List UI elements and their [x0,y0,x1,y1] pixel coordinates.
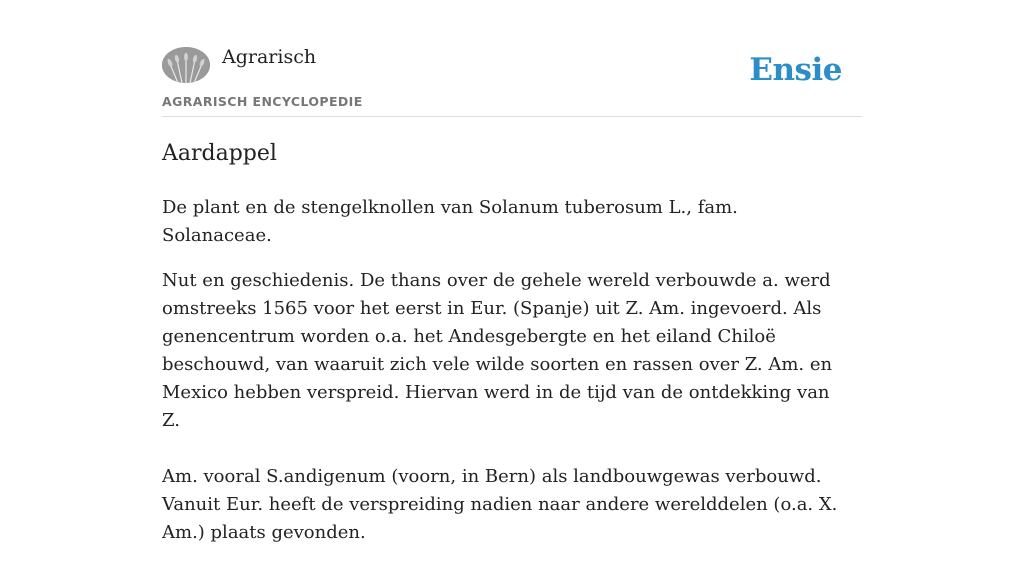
source-name-link[interactable]: Agrarisch [222,46,317,68]
article-paragraph: Nut en geschiedenis. De thans over de gehele wereld verbouwde a. werd omstreeks 1565 voor het eerst in Eur. (Spanje) uit Z. Am. ingevoerd. Als genencentrum worden o.a. het Andesgebergte en het eiland Chiloë beschouwd, van waaruit zich vele wilde soorten en rassen over Z. Am. en Mexico hebben verspreid. Hiervan werd in de tijd van de ontdekking van Z. [162,270,833,431]
article-body [162,194,852,564]
article-paragraph: Am. vooral S.andigenum (voorn, in Bern) als landbouwgewas verbouwd. Vanuit Eur. heeft de verspreiding nadien naar andere werelddelen (o.a. X. Am.) plaats gevonden. [162,466,838,543]
article-title: Aardappel [162,141,277,166]
article-paragraph: De plant en de stengelknollen van Solanum tuberosum L., fam. Solanaceae. [162,197,738,246]
brand-logo-link[interactable]: Ensie [749,52,842,88]
source-subtitle: AGRARISCH ENCYCLOPEDIE [162,94,363,109]
wheat-logo-icon[interactable] [162,47,210,83]
page [162,0,862,543]
header [162,0,862,117]
